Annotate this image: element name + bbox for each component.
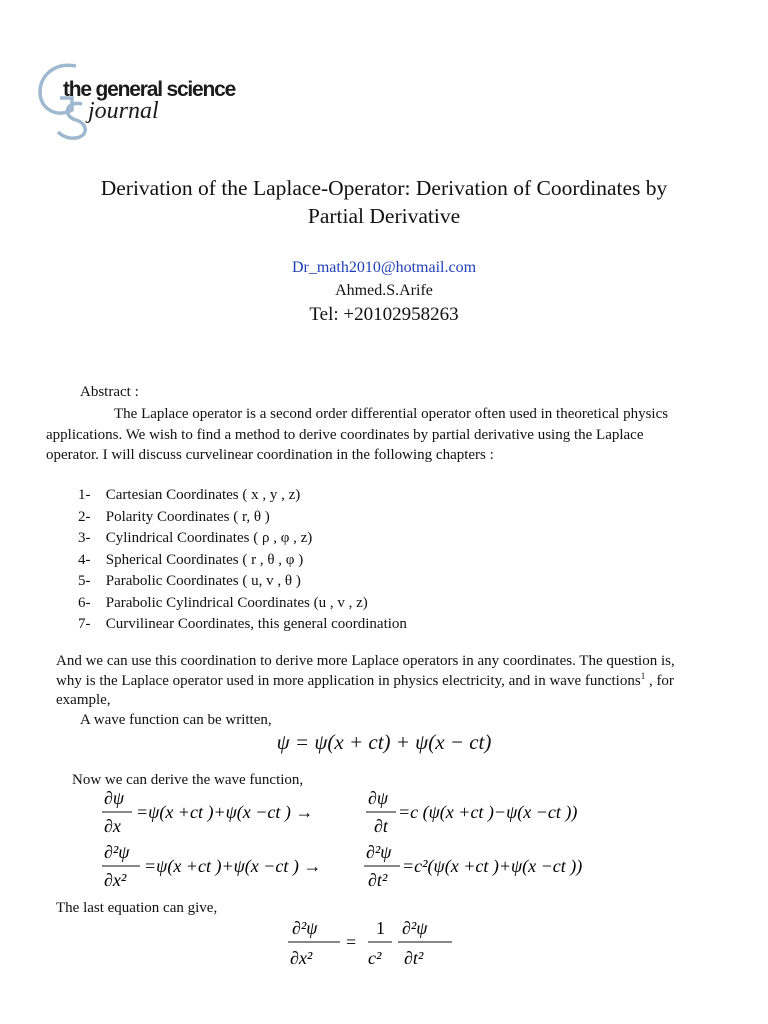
svg-text:∂x²: ∂x² xyxy=(104,870,127,890)
svg-text:=c (ψ(x +ct )−ψ(x −ct )): =c (ψ(x +ct )−ψ(x −ct )) xyxy=(398,802,578,822)
svg-text:∂ψ: ∂ψ xyxy=(104,788,125,808)
chapter-list xyxy=(78,485,407,636)
svg-text:∂t: ∂t xyxy=(374,816,388,836)
svg-text:=ψ(x +ct )+ψ(x −ct ) →: =ψ(x +ct )+ψ(x −ct ) → xyxy=(144,856,322,876)
wave-equation-final xyxy=(286,914,466,974)
svg-text:=c²(ψ(x +ct )+ψ(x −ct )): =c²(ψ(x +ct )+ψ(x −ct )) xyxy=(402,856,583,876)
svg-text:∂²ψ: ∂²ψ xyxy=(402,918,428,938)
author-name: Ahmed.S.Arife xyxy=(335,282,433,299)
list-item: 5- Parabolic Coordinates ( u, v , θ ) xyxy=(78,573,301,589)
wave-equation: ψ = ψ(x + ct) + ψ(x − ct) xyxy=(276,730,492,754)
svg-text:1: 1 xyxy=(376,918,385,938)
author-email-link[interactable]: Dr_math2010@hotmail.com xyxy=(291,259,477,276)
last-equation-text: The last equation can give, xyxy=(56,900,218,916)
list-item: 4- Spherical Coordinates ( r , θ , φ ) xyxy=(78,551,304,568)
author-telephone: Tel: +20102958263 xyxy=(309,304,459,325)
svg-text:∂ψ: ∂ψ xyxy=(368,788,389,808)
abstract-body: The Laplace operator is a second order differential operator often used in theoretical physics applications. We wish to find a method to derive coordinates by partial derivative using the Laplace operator. I will discuss curvelinear coordination in the following chapters : xyxy=(46,406,669,463)
logo-line2: journal xyxy=(88,98,159,124)
svg-text:=: = xyxy=(346,932,357,952)
svg-text:∂x²: ∂x² xyxy=(290,948,313,968)
list-item: 7- Curvilinear Coordinates, this general coordination xyxy=(78,616,407,632)
svg-text:=ψ(x +ct )+ψ(x −ct ) →: =ψ(x +ct )+ψ(x −ct ) → xyxy=(136,802,314,822)
svg-text:∂²ψ: ∂²ψ xyxy=(104,842,130,862)
svg-text:∂²ψ: ∂²ψ xyxy=(292,918,318,938)
footnote-marker[interactable]: 1 xyxy=(640,670,646,681)
paper-title: Derivation of the Laplace-Operator: Derivation of Coordinates by Partial Derivative xyxy=(100,176,668,228)
svg-text:∂²ψ: ∂²ψ xyxy=(366,842,392,862)
body-paragraph: And we can use this coordination to derive more Laplace operators in any coordinates. The question is, why is the Laplace operator used in more application in physics electricity, and in wave functions$^1$ , for example, xyxy=(56,653,675,708)
abstract-text xyxy=(46,404,686,466)
wave-intro-text: A wave function can be written, xyxy=(80,712,272,728)
list-item: 1- Cartesian Coordinates ( x , y , z) xyxy=(78,487,301,503)
list-item: 3- Cylindrical Coordinates ( ρ , φ , z) xyxy=(78,530,313,546)
svg-text:∂t²: ∂t² xyxy=(368,870,388,890)
abstract-label: Abstract : xyxy=(80,384,139,400)
svg-text:∂x: ∂x xyxy=(104,816,121,836)
derivative-equations xyxy=(100,786,640,896)
svg-text:∂t²: ∂t² xyxy=(404,948,424,968)
list-item: 6- Parabolic Cylindrical Coordinates (u , v , z) xyxy=(78,594,368,611)
journal-logo[interactable] xyxy=(36,60,266,142)
svg-text:c²: c² xyxy=(368,948,382,968)
logo-line1: the general science xyxy=(63,78,236,101)
derive-text: Now we can derive the wave function, xyxy=(72,772,304,788)
list-item: 2- Polarity Coordinates ( r, θ ) xyxy=(78,508,270,525)
